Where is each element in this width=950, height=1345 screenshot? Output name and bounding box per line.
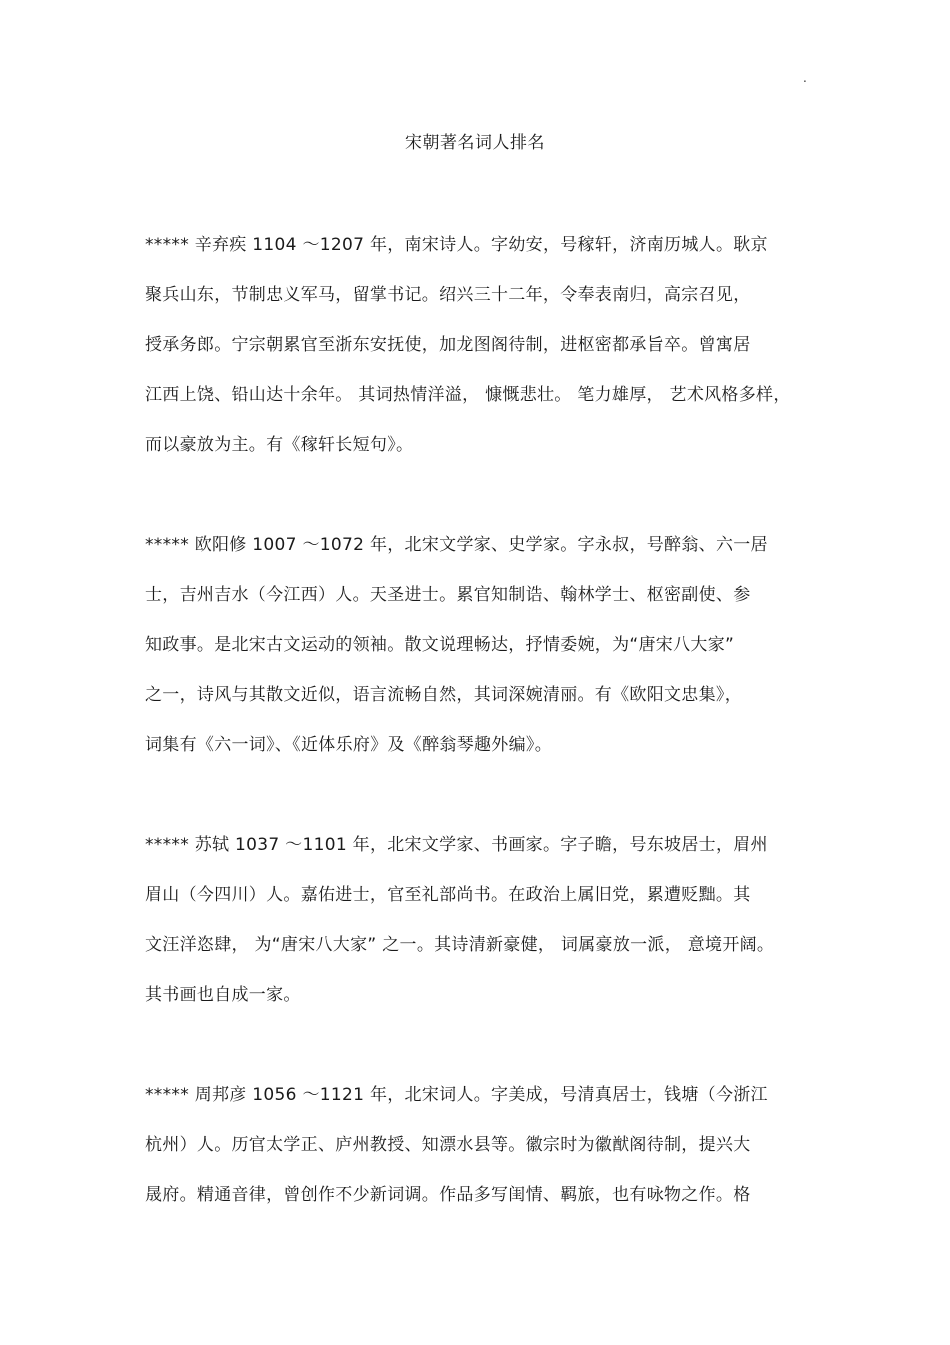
text-line: ***** 苏轼 1037 ～1101 年，北宋文学家、书画家。字子瞻，号东坡居士，眉州 (145, 835, 768, 855)
text-line: 知政事。是北宋古文运动的领袖。散文说理畅达，抒情委婉，为“唐宋八大家” (145, 635, 735, 655)
corner-mark: . (803, 71, 807, 85)
entry-ouyang-xiu (145, 528, 815, 778)
text-line: ***** 辛弃疾 1104 ～1207 年，南宋诗人。字幼安，号稼轩，济南历城人。耿京 (145, 235, 768, 255)
text-line: 授承务郎。宁宗朝累官至浙东安抚使，加龙图阁待制，进枢密都承旨卒。曾寓居 (145, 335, 751, 355)
text-line: 其书画也自成一家。 (145, 985, 301, 1005)
text-line: 眉山（今四川）人。嘉佑进士，官至礼部尚书。在政治上属旧党，累遭贬黜。其 (145, 885, 751, 905)
text-line: 杭州）人。历官太学正、庐州教授、知漂水县等。徽宗时为徽猷阁待制，提兴大 (145, 1135, 751, 1155)
content (145, 228, 815, 1278)
text-line: ***** 周邦彦 1056 ～1121 年，北宋词人。字美成，号清真居士，钱塘（今浙江 (145, 1085, 768, 1105)
text-line: 江西上饶、铅山达十余年。 其词热情洋溢， 慷慨悲壮。 笔力雄厚， 艺术风格多样， (145, 385, 791, 405)
text-line: 晟府。精通音律，曾创作不少新词调。作品多写闺情、羁旅，也有咏物之作。格 (145, 1185, 751, 1205)
text-line: ***** 欧阳修 1007 ～1072 年，北宋文学家、史学家。字永叔，号醉翁、六一居 (145, 535, 768, 555)
entry-zhou-bangyan (145, 1078, 815, 1228)
page-title: 宋朝著名词人排名 (405, 133, 545, 153)
text-line: 词集有《六一词》、《近体乐府》及《醉翁琴趣外编》。 (145, 735, 552, 755)
entry-xin-qiji (145, 228, 815, 478)
text-line: 而以豪放为主。有《稼轩长短句》。 (145, 435, 414, 455)
entry-su-shi (145, 828, 815, 1028)
text-line: 聚兵山东，节制忠义军马，留掌书记。绍兴三十二年，令奉表南归，高宗召见， (145, 285, 751, 305)
text-line: 士，吉州吉水（今江西）人。天圣进士。累官知制诰、翰林学士、枢密副使、参 (145, 585, 751, 605)
text-line: 之一，诗风与其散文近似，语言流畅自然，其词深婉清丽。有《欧阳文忠集》， (145, 685, 742, 705)
text-line: 文汪洋恣肆， 为“唐宋八大家” 之一。其诗清新豪健， 词属豪放一派， 意境开阔。 (145, 935, 775, 955)
